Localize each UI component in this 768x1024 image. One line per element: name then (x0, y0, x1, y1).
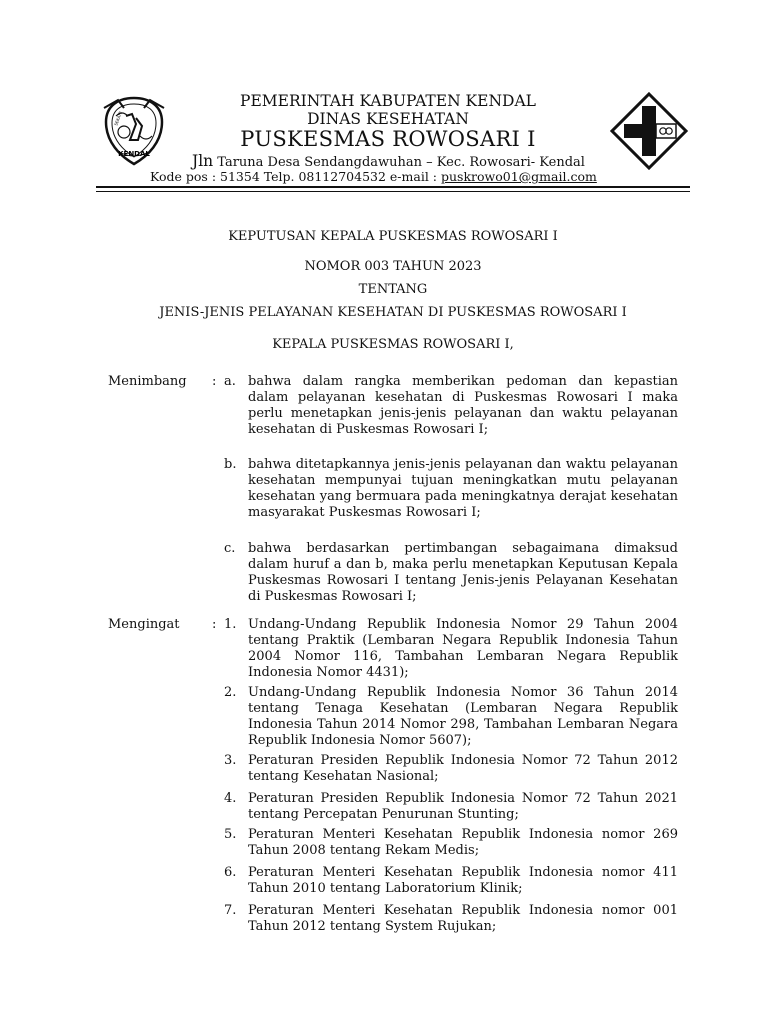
header-rule-thin (96, 191, 690, 192)
section-colon: : (212, 617, 217, 632)
emblem-motto: SEKATE (113, 110, 124, 127)
item-marker: 7. (224, 903, 237, 918)
item-text: bahwa dalam rangka memberikan pedoman dan kepastian dalam pelayanan kesehatan di Puskesmas Rowosari I maka perlu menetapkan jenis-jenis pelayanan dan waktu pelayanan kesehatan di Puskesmas Rowosari I; (248, 374, 678, 437)
item-marker: c. (224, 541, 236, 556)
item-text: Peraturan Menteri Kesehatan Republik Indonesia nomor 269 Tahun 2008 tentang Rekam Medis; (248, 827, 678, 858)
emblem-label: KENDAL (118, 150, 150, 158)
address-line (192, 152, 585, 170)
address-text: Taruna Desa Sendangdawuhan – Kec. Rowosari- Kendal (217, 155, 585, 170)
item-text: Peraturan Menteri Kesehatan Republik Indonesia nomor 411 Tahun 2010 tentang Laboratorium Klinik; (248, 865, 678, 896)
menimbang-label: Menimbang (108, 374, 187, 389)
email-link[interactable]: puskrowo01@gmail.com (441, 169, 597, 184)
letterhead (96, 90, 690, 198)
item-text: Undang-Undang Republik Indonesia Nomor 36 Tahun 2014 tentang Tenaga Kesehatan (Lembaran Negara Republik Indonesia Tahun 2014 Nomor 298, Tambahan Lembaran Negara Republik Indonesia Nomor 5607); (248, 685, 678, 748)
mengingat-label: Mengingat (108, 617, 180, 632)
item-marker: 5. (224, 827, 237, 842)
item-text: Undang-Undang Republik Indonesia Nomor 29 Tahun 2004 tentang Praktik (Lembaran Negara Republik Indonesia Tahun 2004 Nomor 116, Tambahan Lembaran Negara Republik Indonesia Nomor 4431); (248, 617, 678, 680)
item-marker: b. (224, 457, 237, 472)
section-colon: : (212, 374, 217, 389)
decree-subject: JENIS-JENIS PELAYANAN KESEHATAN DI PUSKESMAS ROWOSARI I (159, 305, 627, 320)
item-marker: 6. (224, 865, 237, 880)
header-rule-thick (96, 186, 690, 188)
item-text: Peraturan Presiden Republik Indonesia Nomor 72 Tahun 2012 tentang Kesehatan Nasional; (248, 753, 678, 784)
decree-issuer: KEPALA PUSKESMAS ROWOSARI I, (272, 337, 514, 352)
item-marker: 1. (224, 617, 237, 632)
decree-number: NOMOR 003 TAHUN 2023 (304, 259, 482, 274)
item-text: Peraturan Presiden Republik Indonesia Nomor 72 Tahun 2021 tentang Percepatan Penurunan Stunting; (248, 791, 678, 822)
address-prefix: Jln (192, 152, 214, 170)
item-marker: 4. (224, 791, 237, 806)
item-text: bahwa berdasarkan pertimbangan sebagaimana dimaksud dalam huruf a dan b, maka perlu menetapkan Keputusan Kepala Puskesmas Rowosari I tentang Jenis-jenis Pelayanan Kesehatan di Puskesmas Rowosari I; (248, 541, 678, 604)
decree-title: KEPUTUSAN KEPALA PUSKESMAS ROWOSARI I (228, 229, 558, 244)
item-marker: a. (224, 374, 236, 389)
decree-about: TENTANG (358, 282, 428, 297)
government-name: PEMERINTAH KABUPATEN KENDAL (240, 92, 536, 110)
item-marker: 3. (224, 753, 237, 768)
item-marker: 2. (224, 685, 237, 700)
agency-name: DINAS KESEHATAN (307, 110, 469, 128)
puskesmas-cross-logo-icon (610, 92, 688, 170)
contact-text: Kode pos : 51354 Telp. 08112704532 e-mail : (150, 169, 441, 184)
institution-name: PUSKESMAS ROWOSARI I (240, 127, 536, 151)
item-text: bahwa ditetapkannya jenis-jenis pelayanan dan waktu pelayanan kesehatan mempunyai tujuan meningkatkan mutu pelayanan kesehatan yang bermuara pada meningkatnya derajat kesehatan masyarakat Puskesmas Rowosari I; (248, 457, 678, 520)
item-text: Peraturan Menteri Kesehatan Republik Indonesia nomor 001 Tahun 2012 tentang System Rujukan; (248, 903, 678, 934)
contact-line (150, 169, 597, 184)
kendal-regency-emblem-icon (102, 96, 166, 166)
